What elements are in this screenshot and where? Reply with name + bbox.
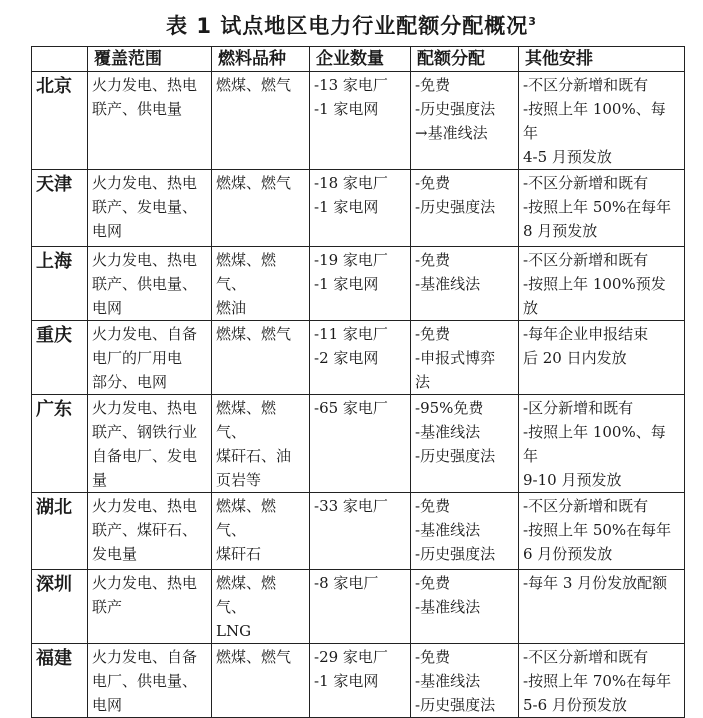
table-row xyxy=(32,493,685,570)
table-row xyxy=(32,247,685,321)
fuel-cell: 燃煤、燃气、 燃油 xyxy=(212,247,310,321)
allocation-cell: -免费 -历史强度法 xyxy=(411,170,519,247)
allocation-cell: -免费 -基准线法 xyxy=(411,570,519,644)
count-cell: -29 家电厂 -1 家电网 xyxy=(310,644,411,718)
coverage-cell: 火力发电、自备 电厂的厂用电 部分、电网 xyxy=(88,321,212,395)
count-cell: -13 家电厂 -1 家电网 xyxy=(310,72,411,170)
count-cell: -19 家电厂 -1 家电网 xyxy=(310,247,411,321)
allocation-cell: -95%免费 -基准线法 -历史强度法 xyxy=(411,395,519,493)
coverage-cell: 火力发电、热电 联产、发电量、 电网 xyxy=(88,170,212,247)
header-other: 其他安排 xyxy=(519,47,685,72)
other-cell: -不区分新增和既有 -按照上年 50%在每年 8 月预发放 xyxy=(519,170,685,247)
region-cell: 湖北 xyxy=(32,493,88,570)
header-region xyxy=(32,47,88,72)
fuel-cell: 燃煤、燃气 xyxy=(212,170,310,247)
allocation-cell: -免费 -基准线法 xyxy=(411,247,519,321)
table-row xyxy=(32,570,685,644)
table-row xyxy=(32,644,685,718)
region-cell: 福建 xyxy=(32,644,88,718)
table-row xyxy=(32,321,685,395)
table-row xyxy=(32,170,685,247)
fuel-cell: 燃煤、燃气、 煤矸石、油 页岩等 xyxy=(212,395,310,493)
allocation-cell: -免费 -基准线法 -历史强度法 xyxy=(411,644,519,718)
table-row xyxy=(32,72,685,170)
region-cell: 广东 xyxy=(32,395,88,493)
count-cell: -8 家电厂 xyxy=(310,570,411,644)
count-cell: -65 家电厂 xyxy=(310,395,411,493)
other-cell: -每年 3 月份发放配额 xyxy=(519,570,685,644)
coverage-cell: 火力发电、热电 联产、钢铁行业 自备电厂、发电 量 xyxy=(88,395,212,493)
header-coverage: 覆盖范围 xyxy=(88,47,212,72)
allocation-table xyxy=(31,46,685,718)
header-count: 企业数量 xyxy=(310,47,411,72)
fuel-cell: 燃煤、燃气、 煤矸石 xyxy=(212,493,310,570)
fuel-cell: 燃煤、燃气、 LNG xyxy=(212,570,310,644)
other-cell: -区分新增和既有 -按照上年 100%、每年 9-10 月预发放 xyxy=(519,395,685,493)
count-cell: -33 家电厂 xyxy=(310,493,411,570)
region-cell: 天津 xyxy=(32,170,88,247)
table-row xyxy=(32,395,685,493)
fuel-cell: 燃煤、燃气 xyxy=(212,321,310,395)
coverage-cell: 火力发电、热电 联产、煤矸石、 发电量 xyxy=(88,493,212,570)
other-cell: -不区分新增和既有 -按照上年 100%、每年 4-5 月预发放 xyxy=(519,72,685,170)
count-cell: -18 家电厂 -1 家电网 xyxy=(310,170,411,247)
fuel-cell: 燃煤、燃气 xyxy=(212,72,310,170)
caption-footnote-marker: 3 xyxy=(528,15,537,28)
header-fuel: 燃料品种 xyxy=(212,47,310,72)
header-row xyxy=(32,47,685,72)
other-cell: -不区分新增和既有 -按照上年 50%在每年 6 月份预发放 xyxy=(519,493,685,570)
count-cell: -11 家电厂 -2 家电网 xyxy=(310,321,411,395)
region-cell: 重庆 xyxy=(32,321,88,395)
allocation-cell: -免费 -基准线法 -历史强度法 xyxy=(411,493,519,570)
other-cell: -不区分新增和既有 -按照上年 70%在每年 5-6 月份预发放 xyxy=(519,644,685,718)
allocation-cell: -免费 -历史强度法 →基准线法 xyxy=(411,72,519,170)
other-cell: -每年企业申报结束 后 20 日内发放 xyxy=(519,321,685,395)
coverage-cell: 火力发电、热电 联产、供电量、 电网 xyxy=(88,247,212,321)
other-cell: -不区分新增和既有 -按照上年 100%预发 放 xyxy=(519,247,685,321)
coverage-cell: 火力发电、自备 电厂、供电量、 电网 xyxy=(88,644,212,718)
region-cell: 深圳 xyxy=(32,570,88,644)
coverage-cell: 火力发电、热电 联产 xyxy=(88,570,212,644)
table-caption xyxy=(0,10,703,40)
fuel-cell: 燃煤、燃气 xyxy=(212,644,310,718)
allocation-cell: -免费 -申报式博弈 法 xyxy=(411,321,519,395)
header-allocation: 配额分配 xyxy=(411,47,519,72)
region-cell: 上海 xyxy=(32,247,88,321)
region-cell: 北京 xyxy=(32,72,88,170)
coverage-cell: 火力发电、热电 联产、供电量 xyxy=(88,72,212,170)
caption-text: 表 1 试点地区电力行业配额分配概况 xyxy=(166,14,529,38)
